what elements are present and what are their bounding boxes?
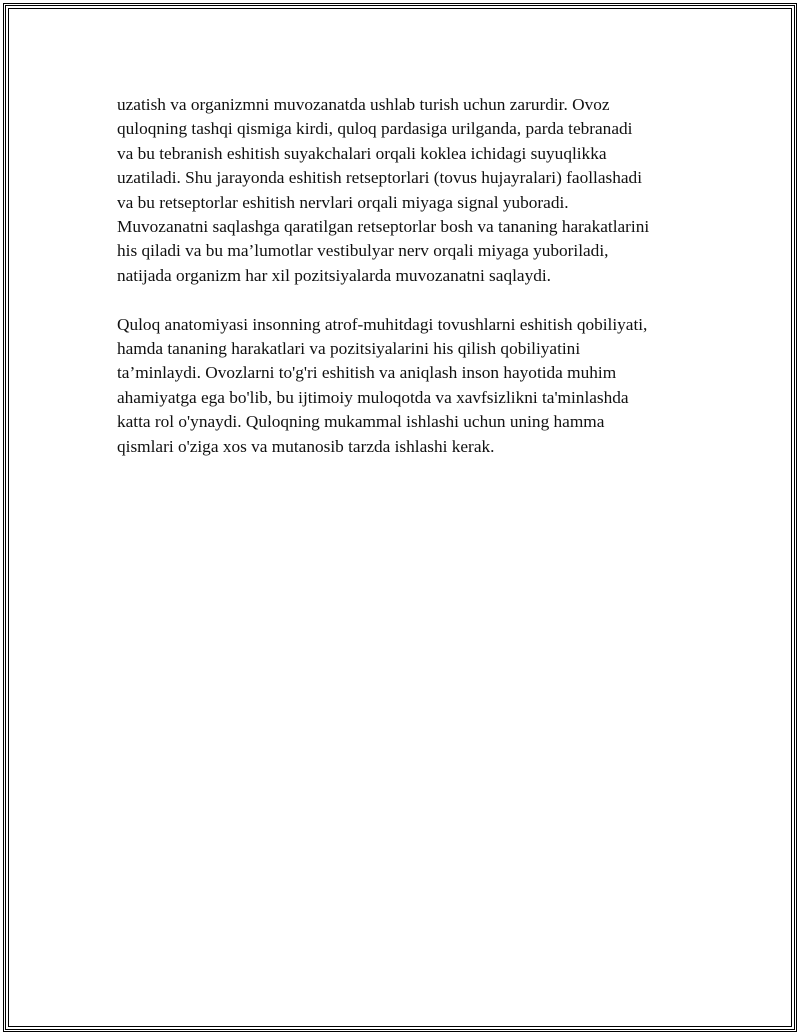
text-line: ahamiyatga ega bo'lib, bu ijtimoiy muloqotda va xavfsizlikni ta'minlashda <box>117 387 629 407</box>
paragraph-1 <box>117 93 707 288</box>
text-line: qismlari o'ziga xos va mutanosib tarzda ishlashi kerak. <box>117 436 495 456</box>
text-line: Muvozanatni saqlashga qaratilgan retseptorlar bosh va tananing harakatlarini <box>117 217 650 237</box>
text-line: katta rol o'ynaydi. Quloqning mukammal ishlashi uchun uning hamma <box>117 412 605 432</box>
text-line: uzatiladi. Shu jarayonda eshitish retseptorlari (tovus hujayralari) faollashadi <box>117 168 642 188</box>
text-line: Quloq anatomiyasi insonning atrof-muhitdagi tovushlarni eshitish qobiliyati, <box>117 314 648 334</box>
paragraph-2 <box>117 313 707 459</box>
text-line: va bu tebranish eshitish suyakchalari orqali koklea ichidagi suyuqlikka <box>117 143 607 163</box>
text-line: his qiladi va bu ma’lumotlar vestibulyar nerv orqali miyaga yuboriladi, <box>117 241 609 261</box>
text-line: uzatish va organizmni muvozanatda ushlab turish uchun zarurdir. Ovoz <box>117 95 610 114</box>
document-body <box>117 93 707 459</box>
paragraph-spacer <box>117 288 707 312</box>
text-line: quloqning tashqi qismiga kirdi, quloq pardasiga urilganda, parda tebranadi <box>117 119 633 139</box>
text-line: hamda tananing harakatlari va pozitsiyalarini his qilish qobiliyatini <box>117 339 581 359</box>
text-line: natijada organizm har xil pozitsiyalarda muvozanatni saqlaydi. <box>117 265 551 285</box>
text-line: ta’minlaydi. Ovozlarni to'g'ri eshitish va aniqlash inson hayotida muhim <box>117 363 617 383</box>
text-line: va bu retseptorlar eshitish nervlari orqali miyaga signal yuboradi. <box>117 192 569 212</box>
